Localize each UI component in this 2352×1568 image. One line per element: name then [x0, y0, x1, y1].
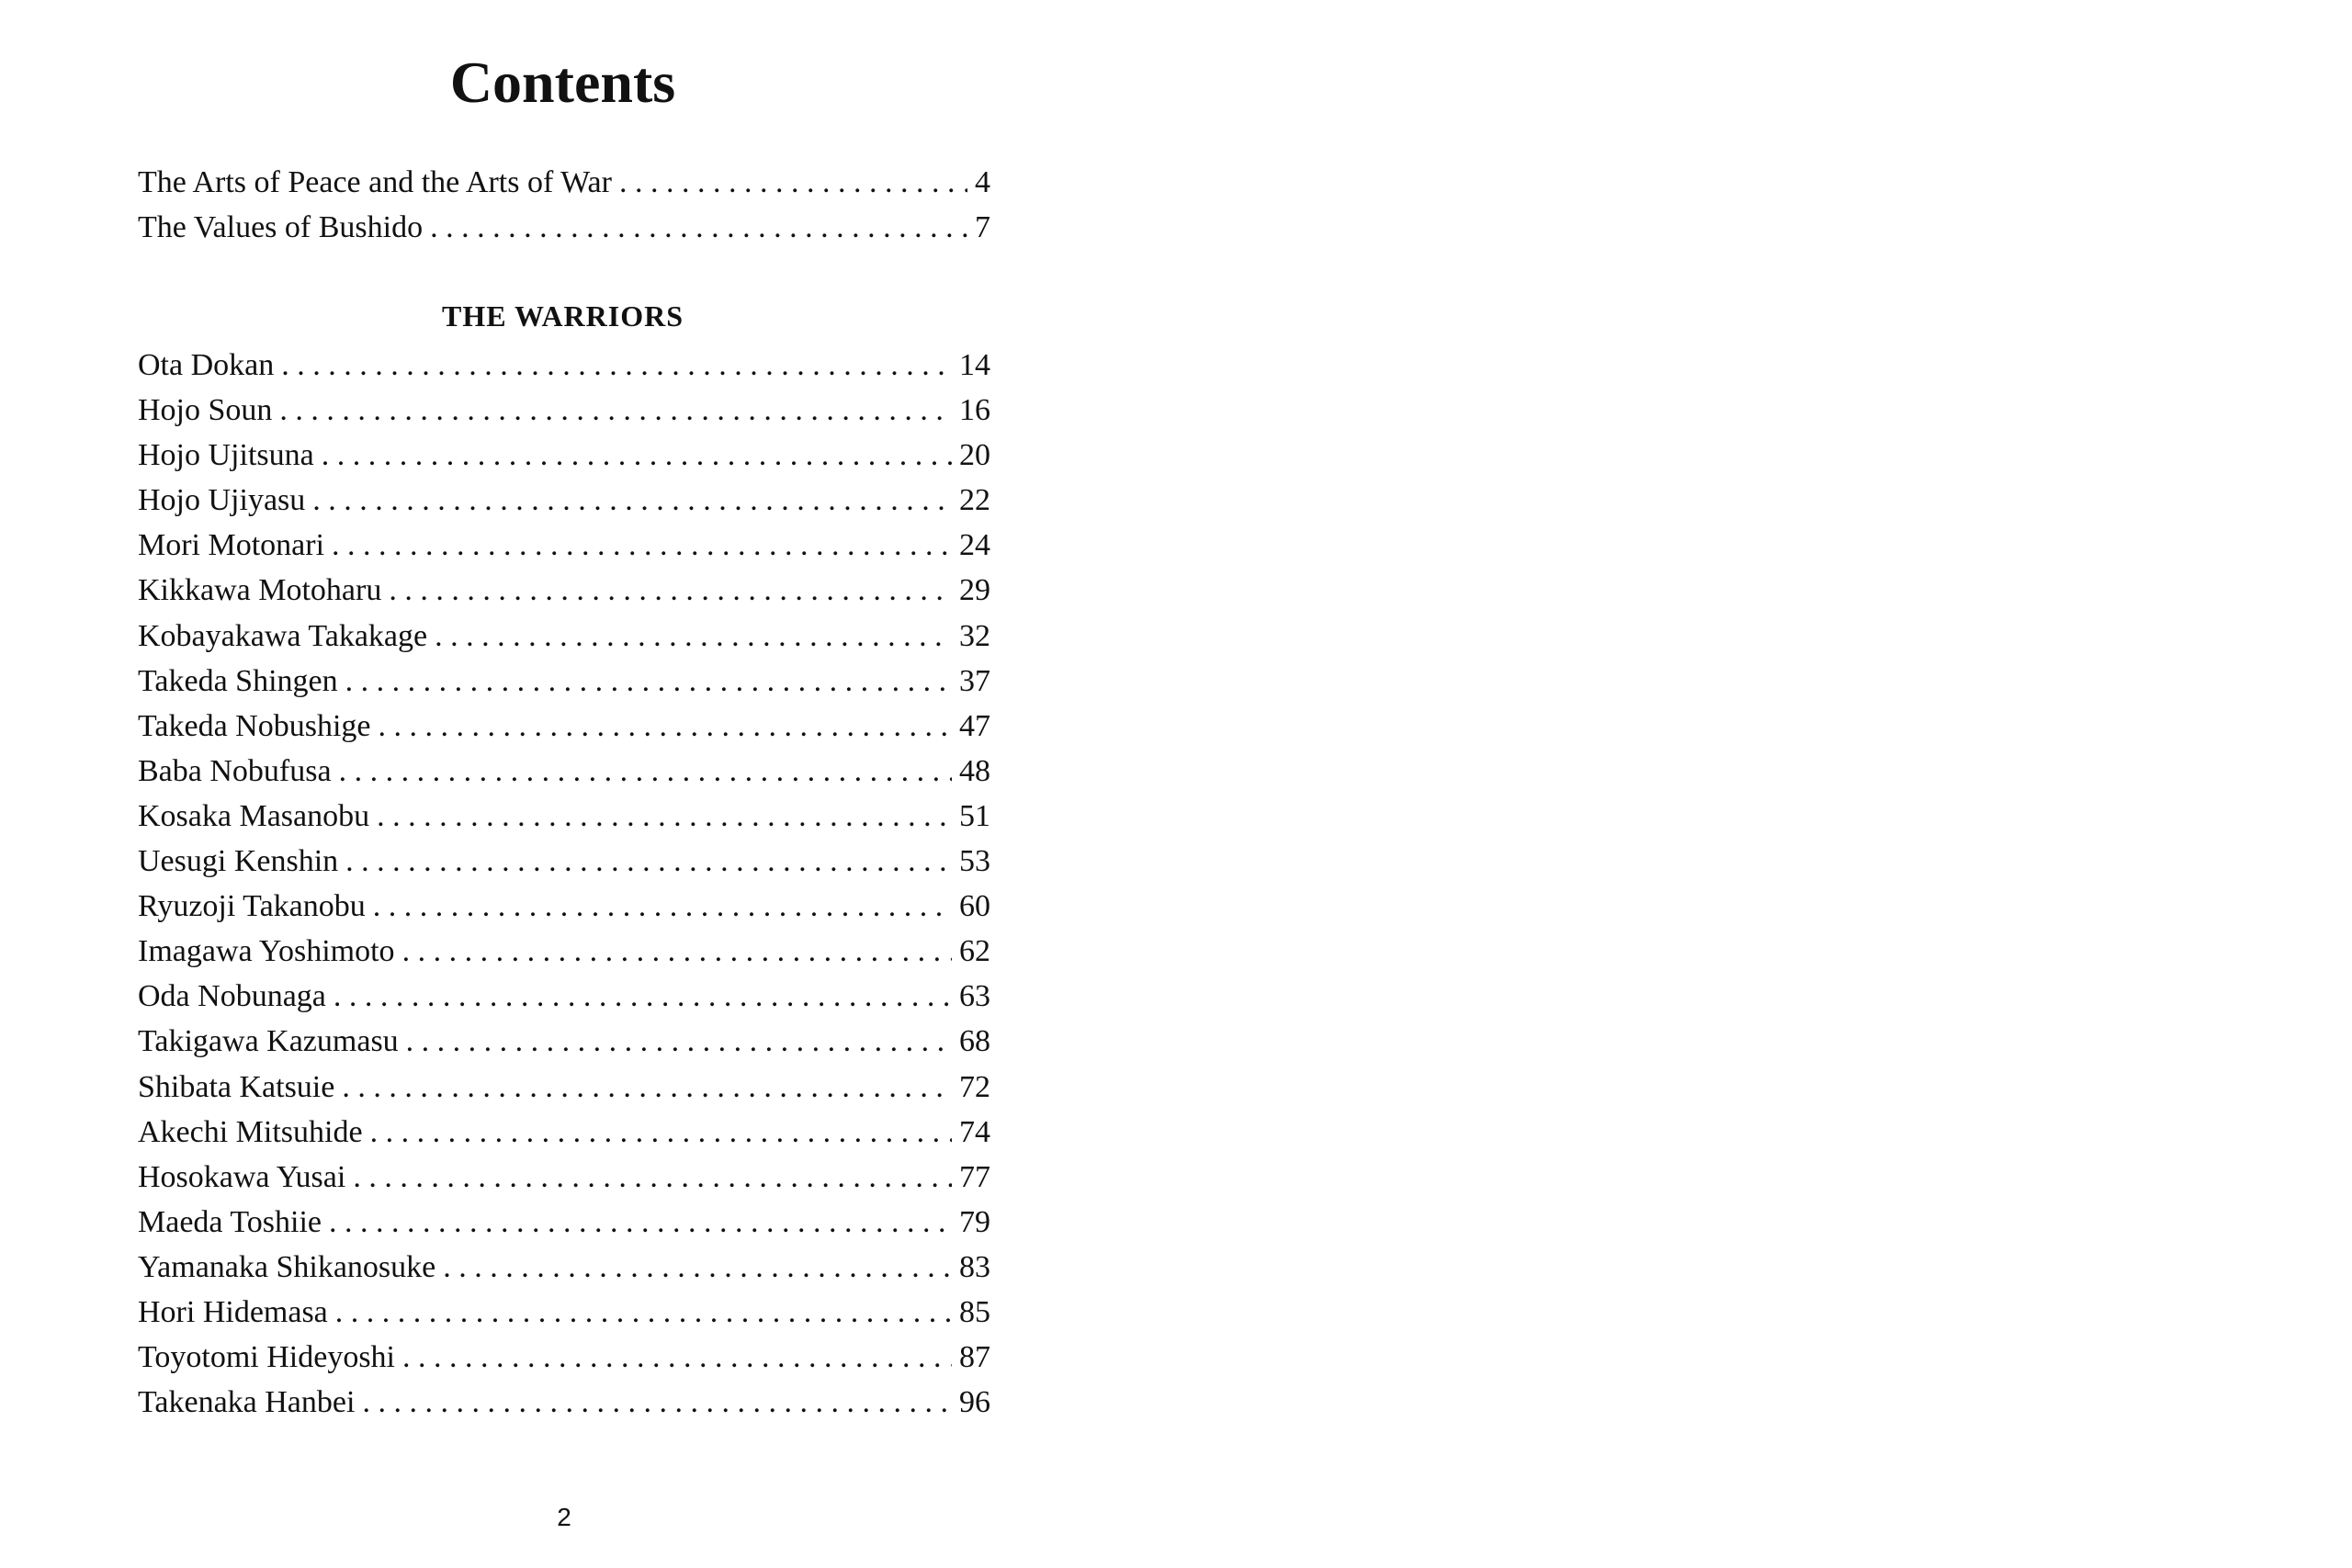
dot-leader: [322, 433, 952, 478]
toc-entry-page: 51: [959, 798, 990, 833]
dot-leader: [345, 659, 952, 704]
dot-leader: [339, 749, 952, 794]
toc-entry-label: Baba Nobufusa: [138, 753, 332, 788]
left-page: [0, 0, 1162, 1568]
warriors-list-left: [138, 343, 990, 1425]
toc-entry: [138, 160, 990, 205]
toc-entry-label: Hojo Soun: [138, 393, 273, 428]
toc-entry-page: 77: [959, 1159, 990, 1194]
toc-entry-label: Takeda Shingen: [138, 663, 338, 698]
toc-entry-label: The Arts of Peace and the Arts of War: [138, 165, 612, 199]
toc-entry-page: 16: [959, 393, 990, 428]
dot-leader: [342, 1065, 952, 1110]
toc-entry: [138, 749, 990, 794]
toc-entry: [138, 1155, 990, 1200]
toc-entry-label: Hosokawa Yusai: [138, 1159, 346, 1194]
toc-entry-label: Maeda Toshiie: [138, 1204, 322, 1239]
toc-entry-page: 85: [959, 1294, 990, 1329]
toc-entry: [138, 343, 990, 388]
toc-entry-label: Imagawa Yoshimoto: [138, 934, 395, 969]
toc-entry-label: Ota Dokan: [138, 348, 275, 382]
dot-leader: [312, 478, 952, 523]
toc-entry: [138, 1065, 990, 1110]
toc-entry-page: 47: [959, 708, 990, 743]
toc-entry-label: Kobayakawa Takakage: [138, 618, 428, 653]
toc-entry: [138, 974, 990, 1019]
dot-leader: [373, 884, 952, 929]
toc-entry-label: Hori Hidemasa: [138, 1294, 328, 1329]
toc-entry-label: Shibata Katsuie: [138, 1069, 335, 1104]
toc-entry: [138, 478, 990, 523]
toc-entry-page: 32: [959, 618, 990, 653]
toc-entry-label: Akechi Mitsuhide: [138, 1114, 363, 1149]
toc-entry: [138, 704, 990, 749]
toc-entry-label: Toyotomi Hideyoshi: [138, 1340, 396, 1375]
toc-entry-page: 96: [959, 1385, 990, 1420]
dot-leader: [332, 523, 952, 568]
toc-entry-page: 20: [959, 438, 990, 473]
page-title: Contents: [449, 50, 676, 115]
toc-entry: [138, 794, 990, 839]
toc-entry-label: Yamanaka Shikanosuke: [138, 1249, 436, 1284]
dot-leader: [370, 1110, 952, 1155]
toc-entry-label: Takigawa Kazumasu: [138, 1024, 399, 1059]
section-heading: THE WARRIORS: [441, 299, 684, 333]
toc-entry: [138, 884, 990, 929]
toc-entry-page: 60: [959, 889, 990, 924]
toc-entry-page: 4: [975, 165, 990, 199]
right-page: [1162, 0, 2352, 1568]
toc-entry-page: 37: [959, 663, 990, 698]
toc-entry-label: Mori Motonari: [138, 528, 325, 563]
dot-leader: [379, 704, 953, 749]
toc-entry-label: The Values of Bushido: [138, 210, 424, 245]
toc-entry: [138, 1110, 990, 1155]
dot-leader: [402, 1335, 952, 1380]
toc-entry-label: Kikkawa Motoharu: [138, 573, 382, 608]
toc-entry-page: 68: [959, 1024, 990, 1059]
toc-entry: [138, 1200, 990, 1245]
toc-entry-label: Hojo Ujiyasu: [138, 483, 306, 518]
toc-entry: [138, 523, 990, 568]
dot-leader: [345, 839, 952, 884]
dot-leader: [329, 1200, 952, 1245]
toc-entry-page: 63: [959, 979, 990, 1014]
toc-entry: [138, 1245, 990, 1290]
toc-entry: [138, 1380, 990, 1425]
toc-entry: [138, 1019, 990, 1064]
toc-entry-page: 24: [959, 528, 990, 563]
toc-entry: [138, 929, 990, 974]
toc-entry-page: 87: [959, 1340, 990, 1375]
dot-leader: [377, 794, 952, 839]
dot-leader: [362, 1380, 952, 1425]
page-number-left: 2: [557, 1503, 571, 1531]
dot-leader: [402, 929, 952, 974]
dot-leader: [430, 205, 967, 250]
front-matter-list: [138, 160, 990, 250]
toc-entry-label: Uesugi Kenshin: [138, 844, 339, 879]
dot-leader: [281, 343, 952, 388]
toc-entry-page: 74: [959, 1114, 990, 1149]
toc-entry: [138, 568, 990, 613]
toc-entry: [138, 659, 990, 704]
dot-leader: [435, 614, 952, 659]
toc-entry-page: 22: [959, 483, 990, 518]
toc-entry-page: 62: [959, 934, 990, 969]
toc-entry-label: Takeda Nobushige: [138, 708, 371, 743]
toc-entry-page: 72: [959, 1069, 990, 1104]
toc-entry: [138, 1290, 990, 1335]
toc-entry: [138, 433, 990, 478]
dot-leader: [334, 974, 952, 1019]
toc-entry-page: 14: [959, 348, 990, 382]
toc-entry-page: 79: [959, 1204, 990, 1239]
dot-leader: [406, 1019, 952, 1064]
toc-entry-page: 53: [959, 844, 990, 879]
toc-entry: [138, 205, 990, 250]
toc-entry: [138, 614, 990, 659]
toc-entry-page: 48: [959, 753, 990, 788]
toc-entry-label: Takenaka Hanbei: [138, 1385, 356, 1420]
toc-entry-page: 29: [959, 573, 990, 608]
dot-leader: [335, 1290, 952, 1335]
toc-entry: [138, 839, 990, 884]
toc-entry-page: 7: [975, 210, 990, 245]
toc-entry-label: Oda Nobunaga: [138, 979, 326, 1014]
toc-entry: [138, 388, 990, 433]
toc-entry-label: Ryuzoji Takanobu: [138, 889, 366, 924]
dot-leader: [353, 1155, 952, 1200]
toc-entry: [138, 1335, 990, 1380]
toc-entry-page: 83: [959, 1249, 990, 1284]
dot-leader: [279, 388, 952, 433]
toc-entry-label: Hojo Ujitsuna: [138, 438, 314, 473]
dot-leader: [443, 1245, 952, 1290]
dot-leader: [389, 568, 952, 613]
toc-entry-label: Kosaka Masanobu: [138, 798, 370, 833]
dot-leader: [619, 160, 967, 205]
